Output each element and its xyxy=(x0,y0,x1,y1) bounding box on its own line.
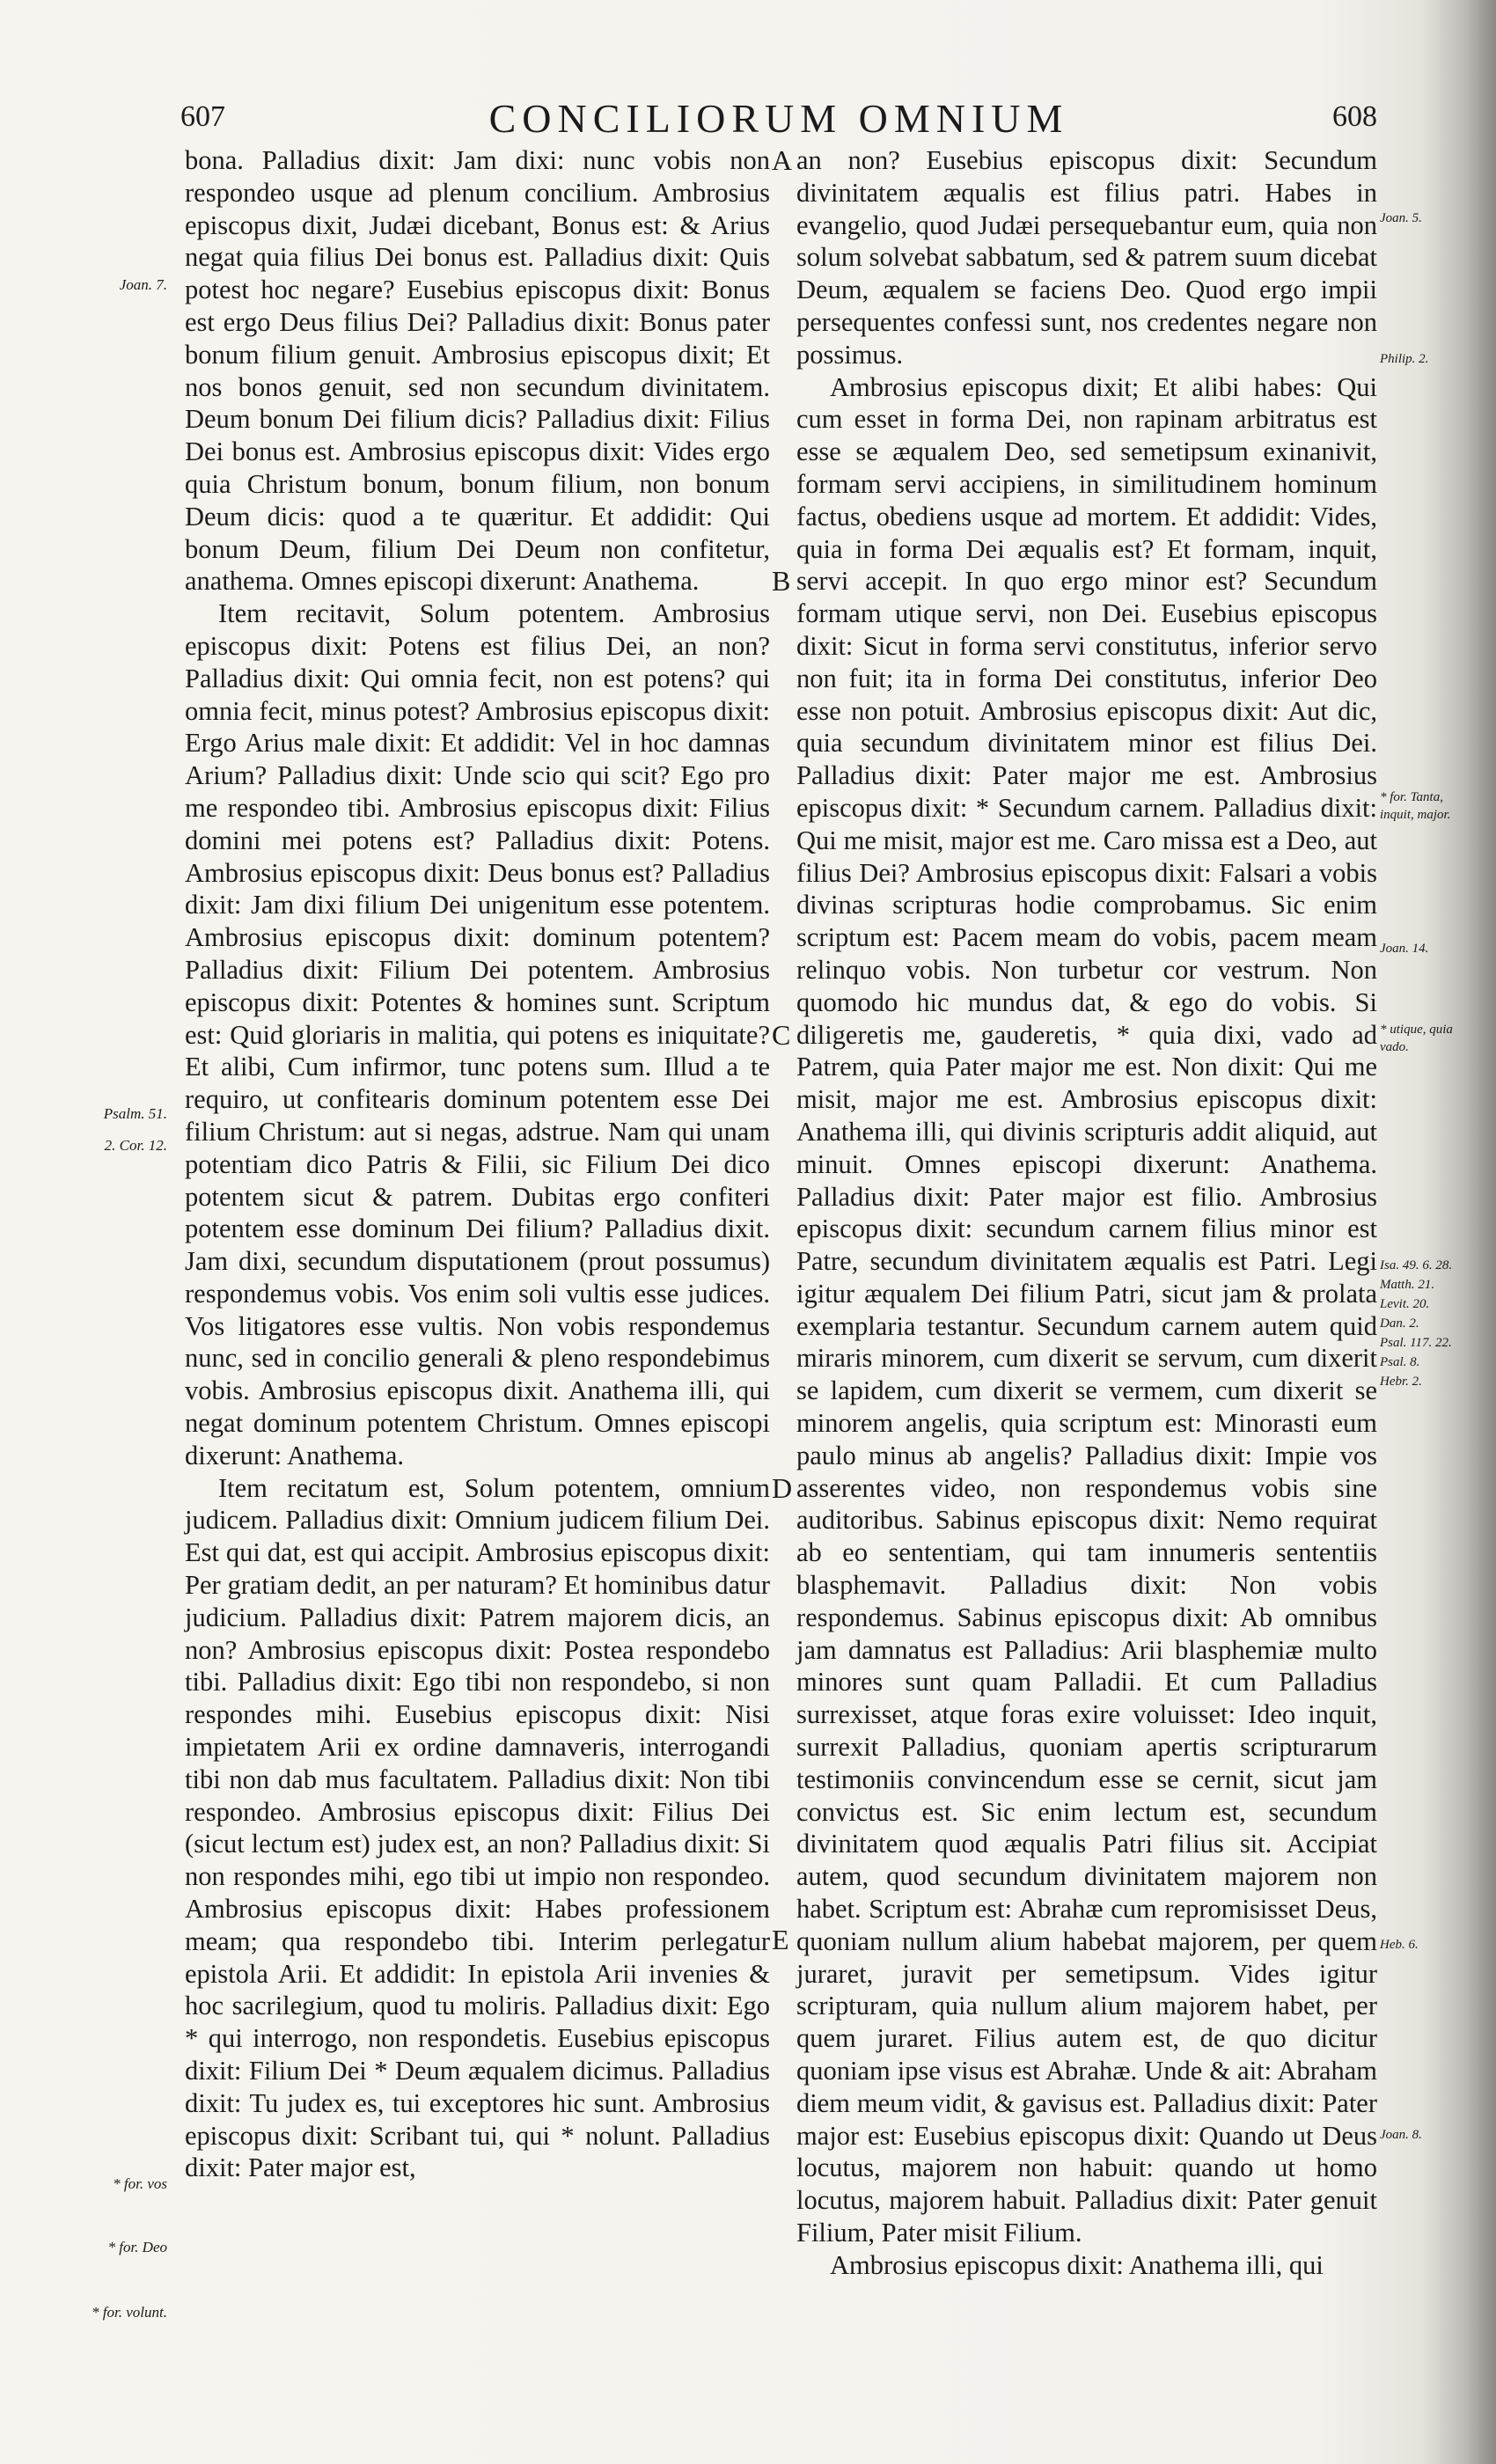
margin-note: * for. Tanta, inquit, major. xyxy=(1380,790,1451,822)
margin-note: Joan. 7. xyxy=(119,276,167,293)
margin-note: Psalm. 51. xyxy=(103,1105,167,1122)
section-letter: E xyxy=(772,1924,789,1955)
margin-note: Psal. 117. 22. xyxy=(1380,1336,1452,1350)
margin-note: 2. Cor. 12. xyxy=(104,1137,167,1154)
margin-note: * for. vos xyxy=(113,2175,167,2192)
margin-note: Dan. 2. xyxy=(1380,1316,1419,1331)
margin-note: Joan. 8. xyxy=(1380,2128,1422,2142)
margin-note: * utique, quia vado. xyxy=(1380,1023,1453,1054)
section-letter: A xyxy=(772,144,793,176)
margin-note: Joan. 14. xyxy=(1380,942,1429,956)
page-number-right: 608 xyxy=(1332,100,1377,133)
left-column xyxy=(185,144,770,2184)
section-letter: C xyxy=(772,1019,791,1051)
margin-note: Hebr. 2. xyxy=(1380,1375,1422,1389)
margin-note: Psal. 8. xyxy=(1380,1355,1420,1369)
margin-note: Matth. 21. xyxy=(1380,1278,1435,1292)
margin-note: Philip. 2. xyxy=(1380,352,1429,366)
margin-note: Isa. 49. 6. 28. xyxy=(1380,1258,1453,1272)
margin-note: * for. Deo xyxy=(107,2239,167,2255)
page-number-left: 607 xyxy=(180,100,225,133)
margin-note: Levit. 20. xyxy=(1380,1297,1430,1311)
paragraph: Ambrosius episcopus dixit: Anathema illi, qui xyxy=(830,2249,1324,2280)
paragraph: Ambrosius episcopus dixit; Et alibi habes: Qui cum esset in forma Dei, non rapinam arbitratus est esse se æqualem Deo, sed semetipsum exinanivit, formam servi accipiens, in similitudinem hominum factus, obediens usque ad mortem. Et addidit: Vides, quia in forma Dei æqualis est? Et formam, inquit, servi accepit. In quo ergo minor est? Secundum formam utique servi, non Dei. Eusebius episcopus dixit: Sicut in forma servi constitutus, inferior servo non fuit; ita in forma Dei constitutus, inferior Deo esse non potuit. Ambrosius episcopus dixit: Aut dic, quia secundum divinitatem minor est filius Dei. Palladius dixit: Pater major me est. Ambrosius episcopus dixit: * Secundum carnem. Palladius dixit: Qui me misit, major est me. Caro missa est a Deo, aut filius Dei? Ambrosius episcopus dixit: Falsari a vobis divinas scripturas hodie comprobamus. Sic enim scriptum est: Pacem meam do vobis, pacem meam relinquo vobis. Non turbetur cor vestrum. Non quomodo hic mundus dat, & ego do vobis. Si diligeretis me, gauderetis, * quia dixi, vado ad Patrem, quia Pater major me est. Non dixit: Qui me misit, major me est. Ambrosius episcopus dixit: Anathema illi, qui divinis scripturis addit aliquid, aut minuit. Omnes episcopi dixerunt: Anathema. Palladius dixit: Pater major est filio. Ambrosius episcopus dixit: secundum carnem filius minor est Patre, secundum divinitatem æqualis est Patri. Legi igitur æqualem Dei filium Patri, sicut jam & prolata exemplaria testantur. Secundum carnem autem quid miraris minorem, cum dixerit se servum, cum dixerit se lapidem, cum dixerit se vermem, cum dixerit se minorem angelis, quia scriptum est: Minorasti eum paulo minus ab angelis? Palladius dixit: Impie vos asserentes video, non respondemus vobis sine auditoribus. Sabinus episcopus dixit: Nemo requirat ab eo sententiam, qui tam innumeris sententiis blasphemavit. Palladius dixit: Non vobis respondemus. Sabinus episcopus dixit: Ab omnibus jam damnatus est Palladius: Arii blasphemiæ multo minores sunt quam Palladii. Et cum Palladius surrexisset, atque foras exire voluisset: Ideo inquit, surrexit Palladius, quoniam apertis scripturarum testimoniis convincendum esse se cernit, sicut jam convictus est. Sic enim lectum est, secundum divinitatem quod æqualis Patri filius sit. Accipiat autem, quod secundum divinitatem majorem non habet. Scriptum est: Abrahæ cum repromisisset Deus, quoniam nullum alium habebat majorem, per quem juraret, juravit per semetipsum. Vides igitur scripturam, quia nullum alium majorem habet, per quem juraret. Filius autem est, de quo dicitur quoniam ipse visus est Abrahæ. Unde & ait: Abraham diem meum vidit, & gavisus est. Palladius dixit: Pater major est: Eusebius episcopus dixit: Quando ut Deus locutus, majorem non habuit: quando ut homo locutus, majorem habuit. Palladius dixit: Pater genuit Filium, Pater misit Filium. xyxy=(796,371,1377,2248)
paragraph: Item recitavit, Solum potentem. Ambrosius episcopus dixit: Potens est filius Dei, an non? Palladius dixit: Qui omnia fecit, non est potens? qui omnia fecit, minus potest? Ambrosius episcopus dixit: Ergo Arius male dixit: Et addidit: Vel in hoc damnas Arium? Palladius dixit: Unde scio qui scit? Ego pro me respondeo tibi. Ambrosius episcopus dixit: Filius domini mei potens est? Palladius dixit: Potens. Ambrosius episcopus dixit: Deus bonus est? Palladius dixit: Jam dixi filium Dei unigenitum esse potentem. Ambrosius episcopus dixit: dominum potentem? Palladius dixit: Filium Dei potentem. Ambrosius episcopus dixit: Potentes & homines sunt. Scriptum est: Quid gloriaris in malitia, qui potens es iniquitate? Et alibi, Cum infirmor, tunc potens sum. Illud a te requiro, ut confitearis dominum potentem esse Dei filium Christum: aut si negas, adstrue. Nam qui unam potentiam dico Patris & Filii, sic Filium Dei dico potentem sicut & patrem. Dubitas ergo confiteri potentem esse dominum Dei filium? Palladius dixit. Jam dixi, secundum disputationem (prout possumus) respondemus vobis. Vos enim soli vultis esse judices. Vos litigatores esse vultis. Non vobis respondemus nunc, sed in concilio generali & pleno respondebimus vobis. Ambrosius episcopus dixit. Anathema illi, qui negat dominum potentem Christum. Omnes episcopi dixerunt: Anathema. xyxy=(185,598,770,1470)
running-title: CONCILIORUM OMNIUM xyxy=(488,96,1069,141)
paragraph: bona. Palladius dixit: Jam dixi: nunc vobis non respondeo usque ad plenum concilium. Ambrosius episcopus dixit, Judæi dicebant, Bonus est: & Arius negat quia filius Dei bonus est. Palladius dixit: Quis potest hoc negare? Eusebius episcopus dixit: Bonus est ergo Deus filius Dei? Palladius dixit: Bonus pater bonum filium genuit. Ambrosius episcopus dixit; Et nos bonos genuit, sed non secundum divinitatem. Deum bonum Dei filium dicis? Palladius dixit: Filius Dei bonus est. Ambrosius episcopus dixit: Vides ergo quia Christum bonum, bonum filium, non bonum Deum dicis: quod a te quæritur. Et addidit: Qui bonum Deum, filium Dei Deum non confitetur, anathema. Omnes episcopi dixerunt: Anathema. xyxy=(185,145,770,597)
page-header xyxy=(180,95,1377,148)
paragraph: an non? Eusebius episcopus dixit: Secundum divinitatem æqualis est filius patri. Habes in evangelio, quod Judæi persequebantur eum, quia non solum solvebat sabbatum, sed & patrem suum dicebat Deum, æqualem se faciens Deo. Quod ergo impii persequentes confessi sunt, nos credentes negare non possimus. xyxy=(796,145,1377,370)
margin-note: Joan. 5. xyxy=(1380,211,1422,225)
section-letter: D xyxy=(772,1472,793,1504)
margin-note: Heb. 6. xyxy=(1380,1938,1419,1952)
right-column xyxy=(796,144,1377,2282)
margin-note: * for. volunt. xyxy=(92,2304,167,2321)
section-letter: B xyxy=(772,565,791,597)
paragraph: Item recitatum est, Solum potentem, omnium judicem. Palladius dixit: Omnium judicem filium Dei. Est qui dat, est qui accipit. Ambrosius episcopus dixit: Per gratiam dedit, an per naturam? Et hominibus datur judicium. Palladius dixit: Patrem majorem dicis, an non? Ambrosius episcopus dixit: Postea respondebo tibi. Palladius dixit: Ego tibi non respondebo, si non respondes mihi. Eusebius episcopus dixit: Nisi impietatem Arii ex ordine damnaveris, interrogandi tibi non dab mus facultatem. Palladius dixit: Non tibi respondeo. Ambrosius episcopus dixit: Filius Dei (sicut lectum est) judex est, an non? Palladius dixit: Si non respondes mihi, ego tibi ut impio non respondeo. Ambrosius episcopus dixit: Habes professionem meam; qua respondebo tibi. Interim perlegatur epistola Arii. Et addidit: In epistola Arii invenies & hoc sacrilegium, quod tu moliris. Palladius dixit: Ego * qui interrogo, non respondetis. Eusebius episcopus dixit: Filium Dei * Deum æqualem dicimus. Palladius dixit: Tu judex es, tui exceptores hic sunt. Ambrosius episcopus dixit: Scribant tui, qui * nolunt. Palladius dixit: Pater major est, xyxy=(185,1472,770,2183)
